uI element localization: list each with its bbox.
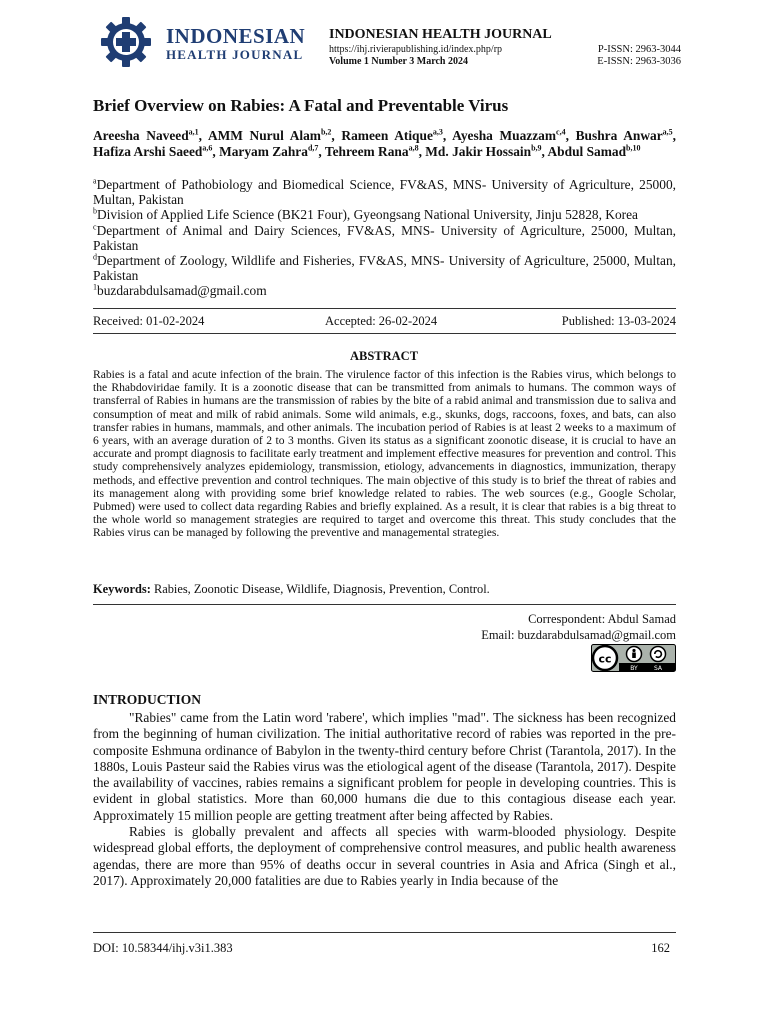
p-issn: P-ISSN: 2963-3044 [597, 44, 681, 55]
divider [93, 308, 676, 309]
keywords-text: Rabies, Zoonotic Disease, Wildlife, Diagnosis, Prevention, Control. [153, 582, 490, 596]
divider [93, 333, 676, 334]
doi[interactable]: DOI: 10.58344/ihj.v3i1.383 [93, 941, 233, 955]
affiliation-text: buzdarabdulsamad@gmail.com [97, 283, 267, 299]
affiliation-item [93, 283, 676, 298]
author-name: Bushra Anwar [575, 128, 663, 143]
author-affiliation-mark: d,7 [307, 143, 319, 153]
author-name: Ayesha Muazzam [452, 128, 557, 143]
abstract-text: Rabies is a fatal and acute infection of the brain. The virulence factor of this infection is the Rabies virus, which belongs to the Rhabdoviridae family. It is a zoonotic disease that can be transmitted from animals to humans. The common ways of transferral of Rabies in humans are the transmission of rabies by the bite of a rabid animal and transmission due to saliva and consumption of meat and milk of rabid animals. Some wild animals, e.g., skunks, dogs, raccoons, foxes, and bats, can also transfer rabies in humans, mammals, and other animals. The incubation period of Rabies is at least 2 weeks to a maximum of 6 years, with an average duration of 2 to 3 months. Given its status as a significant zoonotic disease, it is crucial to have an accurate and prompt diagnosis to facilitate early treatment and implement effective measures for prevention and control. This study comprehensively analyzes epidemiology, transmission, etiology, advancements in diagnostics, immunization, therapy methods, and effective prevention and control techniques. The main objective of this study is to brief the threat of rabies and its management along with providing some brief knowledge related to rabies. The web sources (e.g., Google Scholar, Pubmed) were used to collect data regarding Rabies and briefly explained. As a result, it is clear that rabies is a big threat to the whole world so management strategies are required to target and overcome this threat. This study concludes that the Rabies virus can be managed by following the preventive and managemental strategies. [93, 368, 676, 540]
journal-name: INDONESIAN HEALTH JOURNAL [329, 27, 552, 42]
affiliation-text: Division of Applied Life Science (BK21 Four), Gyeongsang National University, Jinju 52828, Korea [97, 207, 638, 223]
author-affiliation-mark: b,10 [626, 143, 641, 153]
introduction-body [93, 710, 676, 889]
affiliation-item [93, 207, 676, 222]
svg-text:cc: cc [598, 652, 612, 666]
correspondent: Correspondent: Abdul Samad [528, 612, 676, 626]
journal-url[interactable]: https://ihj.rivierapublishing.id/index.php/rp [329, 44, 503, 55]
author-affiliation-mark: b,9 [531, 143, 542, 153]
author-name: Maryam Zahra [219, 143, 308, 159]
page-number: 162 [651, 941, 670, 955]
author-name: Rameen Atique [341, 128, 433, 143]
logo-wordmark-bottom: HEALTH JOURNAL [166, 47, 304, 62]
keywords-label: Keywords: [93, 582, 151, 596]
author-name: Hafiza Arshi Saeed [93, 143, 203, 159]
accepted-date: Accepted: 26-02-2024 [325, 314, 438, 328]
author-name: Tehreem Rana [324, 143, 409, 159]
cc-sa-label: SA [653, 665, 663, 672]
body-paragraph: Rabies is globally prevalent and affects all species with warm-blooded physiology. Despite widespread global efforts, the deployment of comprehensive control measures, and public health awareness agendas, there are more than 95% of deaths occur in several countries in Asia and Africa (Singh et al., 2017). Approximately 20,000 fatalities are due to Rabies yearly in India because of the [93, 824, 676, 888]
author-affiliation-mark: a,1 [188, 127, 199, 137]
body-paragraph: "Rabies" came from the Latin word 'rabere', which implies "mad". The sickness has been recognized from the beginning of human civilization. The initial authoritative record of rabies was reported in the pre-composite Eshmuna ordinance of Babylon in the twenty-third century before Christ (Tarantola, 2017). In the 1880s, Louis Pasteur said the Rabies virus was the etiological agent of the disease (Tarantola, 2017). Despite the availability of vaccines, rabies remains a significant problem for people in developing countries. This is evident in global statistics. More than 60,000 humans die due to this contagious disease each year. Approximately 15 million people are getting treatment after being affected by Rabies. [93, 710, 676, 823]
author-affiliation-mark: a,5 [662, 127, 673, 137]
cc-by-label: BY [630, 665, 638, 672]
affiliation-mark: d [93, 252, 97, 262]
author-affiliation-mark: a,3 [432, 127, 443, 137]
logo-wordmark-top: INDONESIAN [166, 24, 306, 48]
affiliation-mark: 1 [93, 282, 97, 292]
author-affiliation-mark: a,8 [408, 143, 419, 153]
affiliation-item [93, 223, 676, 253]
correspondent-email[interactable]: Email: buzdarabdulsamad@gmail.com [481, 628, 676, 642]
divider [93, 604, 676, 605]
author-affiliation-mark: b,2 [320, 127, 332, 137]
affiliation-text: Department of Pathobiology and Biomedical Science, FV&AS, MNS- University of Agriculture, 25000, Multan, Pakistan [93, 177, 676, 208]
e-issn: E-ISSN: 2963-3036 [597, 56, 681, 67]
author-affiliation-mark: a,6 [202, 143, 213, 153]
author-name: Abdul Samad [547, 143, 627, 159]
keywords [93, 582, 676, 598]
footer-divider [93, 932, 676, 933]
affiliation-text: Department of Zoology, Wildlife and Fisheries, FV&AS, MNS- University of Agriculture, 25000, Multan, Pakistan [93, 253, 676, 284]
journal-logo-gear-icon [100, 16, 152, 68]
author-name: Md. Jakir Hossain [425, 143, 532, 159]
affiliation-mark: c [93, 222, 97, 232]
received-date: Received: 01-02-2024 [93, 314, 205, 328]
author-list: Areesha Naveed$^{a,1}$, AMM Nurul Alam$^{b,2}$, Rameen Atique$^{a,3}$, Ayesha Muazzam$^{c,4}$, Bushra Anwar$^{a,5}$, Hafiza Arshi Saeed$^{a,6}$, Maryam Zahra$^{d,7}$, Tehreem Rana$^{a,8}$, Md. Jakir Hossain$^{b,9}$, Abdul Samad$^{b,10}$ [93, 127, 676, 159]
affiliation-text: Department of Animal and Dairy Sciences, FV&AS, MNS- University of Agriculture, 25000, Multan, Pakistan [93, 222, 676, 253]
affiliation-list [93, 177, 676, 299]
affiliation-mark: a [93, 176, 97, 186]
affiliation-item [93, 177, 676, 207]
article-title: Brief Overview on Rabies: A Fatal and Preventable Virus [93, 96, 509, 115]
published-date: Published: 13-03-2024 [561, 314, 676, 328]
author-name: AMM Nurul Alam [207, 128, 321, 143]
affiliation-mark: b [93, 206, 97, 216]
author-name: Areesha Naveed [93, 128, 189, 143]
journal-volume: Volume 1 Number 3 March 2024 [329, 56, 468, 67]
cc-by-sa-license-badge[interactable] [591, 644, 676, 672]
section-heading-introduction: INTRODUCTION [93, 692, 202, 707]
abstract-heading: ABSTRACT [349, 349, 419, 363]
affiliation-item [93, 253, 676, 283]
author-affiliation-mark: c,4 [556, 127, 566, 137]
